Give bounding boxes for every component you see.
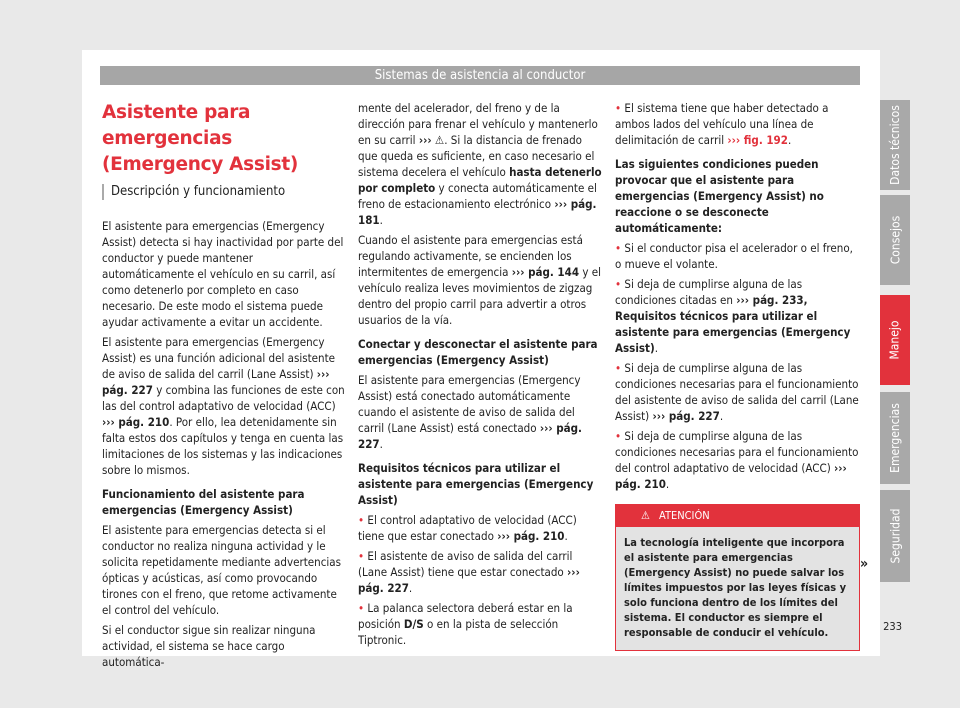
text: y combina las funciones de este con las del control adaptativo de velocidad (ACC): [102, 383, 345, 413]
bullet: •: [615, 241, 622, 255]
title-line-2: (Emergency Assist): [102, 154, 299, 175]
subheading: Las siguientes condiciones pueden provocar que el asistente para emergencias (Emergency Assist) no reaccione o se desconecte automáticamente:: [615, 157, 824, 235]
text: .: [379, 213, 383, 227]
tab-label: Datos técnicos: [888, 105, 903, 185]
paragraph: [358, 100, 603, 228]
text: .: [408, 581, 413, 595]
bullet: •: [358, 549, 365, 563]
text: .: [787, 133, 792, 147]
page-link[interactable]: ››› pág. 227: [652, 409, 720, 423]
tab-seguridad[interactable]: [880, 490, 910, 582]
text: El sistema tiene que haber detectado a ambos lados del vehículo una línea de delimitación de carril: [615, 101, 829, 147]
list-item: [615, 100, 860, 148]
page-link[interactable]: ››› pág. 233, Requisitos técnicos para utilizar el asistente para emergencias (Emergency Assist): [615, 293, 851, 355]
paragraph: [358, 232, 603, 328]
figure-link[interactable]: ››› fig. 192: [727, 133, 788, 147]
paragraph: [358, 372, 603, 452]
tab-datos-tecnicos[interactable]: [880, 100, 910, 190]
subheading: Conectar y desconectar el asistente para emergencias (Emergency Assist): [358, 337, 598, 367]
tab-label: Seguridad: [888, 508, 902, 564]
paragraph: El asistente para emergencias (Emergency Assist) detecta si hay inactividad por parte del conductor y puede mantener automáticamente el vehículo en su carril, así como detenerlo por completo en caso necesario. De este modo el sistema puede ayudar activamente a evitar un accidente.: [102, 219, 344, 329]
text: El asistente para emergencias (Emergency Assist) es una función adicional del asistente de aviso de salida del carril (Lane Assist): [102, 335, 336, 381]
bullet: •: [615, 429, 622, 443]
bullet: •: [358, 513, 365, 527]
text: El asistente para emergencias (Emergency Assist) está conectado automáticamente cuando el asistente de aviso de salida del carril (Lane Assist) está conectado: [358, 373, 581, 435]
subheading: Requisitos técnicos para utilizar el asistente para emergencias (Emergency Assist): [358, 461, 594, 507]
bold-text: D/S: [403, 617, 424, 631]
tab-emergencias[interactable]: [880, 392, 910, 484]
subheading: Funcionamiento del asistente para emergencias (Emergency Assist): [102, 487, 305, 517]
page-link[interactable]: ››› pág. 210: [102, 415, 170, 429]
column-3: [615, 100, 860, 651]
column-1: [102, 100, 347, 674]
continue-arrow-icon: »: [860, 556, 869, 572]
tab-label: Consejos: [888, 215, 902, 265]
page-title: [102, 100, 347, 178]
list-item: [615, 240, 860, 272]
page-link[interactable]: ››› pág. 227: [358, 421, 582, 451]
text: y conecta automáticamente el freno de estacionamiento electrónico: [358, 181, 597, 211]
text: La palanca selectora deberá estar en la posición: [358, 601, 573, 631]
list-item: [358, 548, 603, 596]
text: El control adaptativo de velocidad (ACC) tiene que estar conectado: [358, 513, 577, 543]
bullet: •: [615, 277, 622, 291]
page-link[interactable]: ›››: [418, 133, 432, 147]
tab-label: Emergencias: [888, 403, 903, 473]
text: mente del acelerador, del freno y de la dirección para frenar el vehículo y mantenerlo en su carril: [358, 101, 598, 147]
page-link[interactable]: ››› pág. 210: [615, 461, 847, 491]
warning-triangle-icon: ⚠: [434, 133, 445, 147]
text: .: [379, 437, 383, 451]
text: El asistente de aviso de salida del carril (Lane Assist) tiene que estar conectado: [358, 549, 573, 579]
bold-text: hasta detenerlo por completo: [358, 165, 602, 195]
bullet: •: [615, 101, 622, 115]
warning-text: La tecnología inteligente que incorpora el asistente para emergencias (Emergency Assist) no puede salvar los límites impuestos por las leyes físicas y solo funciona dentro de los límites del sistema. El conductor es siempre el responsable de conducir el vehículo.: [616, 527, 859, 650]
warning-triangle-icon: ⚠: [641, 509, 650, 522]
page-link[interactable]: ››› pág. 210: [497, 529, 565, 543]
text: Si deja de cumplirse alguna de las condiciones necesarias para el funcionamiento del control adaptativo de velocidad (ACC): [615, 429, 859, 475]
text: Cuando el asistente para emergencias está regulando activamente, se encienden los intermitentes de emergencia: [358, 233, 583, 279]
section-subtitle: Descripción y funcionamiento: [102, 184, 347, 200]
list-item: [615, 428, 860, 492]
title-line-1: Asistente para emergencias: [102, 102, 251, 149]
tab-consejos[interactable]: [880, 195, 910, 285]
list-item: [615, 276, 860, 356]
column-2: [358, 100, 603, 652]
list-item: [615, 360, 860, 424]
section-header: Sistemas de asistencia al conductor: [100, 66, 860, 85]
text: . Si la distancia de frenado que queda es suficiente, en caso necesario el sistema decelera el vehículo: [358, 133, 595, 179]
paragraph: El asistente para emergencias detecta si el conductor no realiza ninguna actividad y le solicita repetidamente mediante advertencias ópticas y acústicas, así como provocando tirones con el freno, que retome activamente el control del vehículo.: [102, 523, 341, 617]
page-link[interactable]: ››› pág. 144: [511, 265, 580, 279]
text: .: [564, 529, 568, 543]
text: o en la pista de selección Tiptronic.: [358, 617, 559, 647]
paragraph: Si el conductor sigue sin realizar ninguna actividad, el sistema se hace cargo automática-: [102, 623, 316, 669]
page-number: 233: [883, 620, 902, 633]
tab-manejo[interactable]: [880, 295, 910, 385]
text: . Por ello, lea detenidamente sin falta estos dos capítulos y tenga en cuenta las limitaciones de los sistemas y las indicaciones sobre lo mismos.: [102, 415, 344, 477]
text: .: [654, 341, 659, 355]
page-link[interactable]: ››› pág. 181: [358, 197, 597, 227]
list-item: [358, 512, 603, 544]
bullet: •: [615, 361, 622, 375]
warning-box: [615, 504, 860, 651]
text: Si deja de cumplirse alguna de las condiciones necesarias para el funcionamiento del asistente de aviso de salida del carril (Lane Assist): [615, 361, 859, 423]
text: Si deja de cumplirse alguna de las condiciones citadas en: [615, 277, 803, 307]
tab-label: Manejo: [888, 320, 902, 360]
text: Si el conductor pisa el acelerador o el freno, o mueve el volante.: [615, 241, 853, 271]
warning-header: [616, 505, 859, 527]
page-link[interactable]: ››› pág. 227: [102, 367, 330, 397]
text: .: [719, 409, 724, 423]
bullet: •: [358, 601, 365, 615]
warning-title: ATENCIÓN: [659, 509, 710, 522]
text: y el vehículo realiza leves movimientos de zigzag dentro del propio carril para advertir a otros usuarios de la vía.: [358, 265, 601, 327]
text: .: [665, 477, 670, 491]
paragraph: [102, 334, 347, 478]
list-item: [358, 600, 603, 648]
page-link[interactable]: ››› pág. 227: [358, 565, 580, 595]
